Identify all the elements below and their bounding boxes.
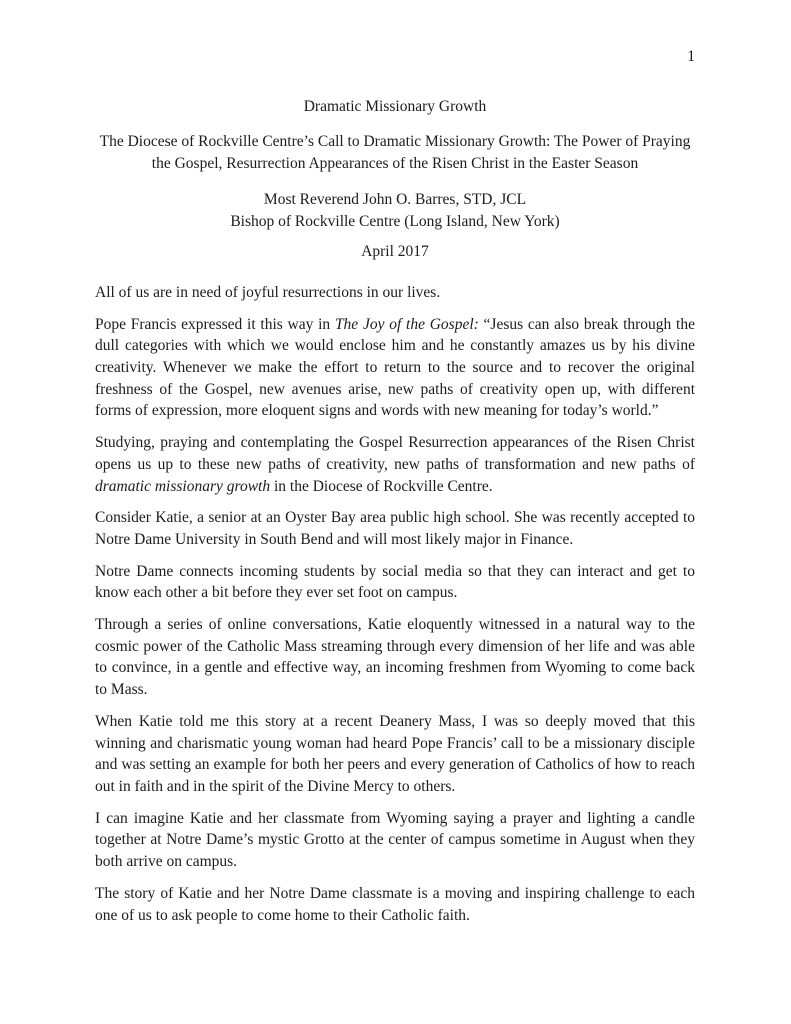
paragraph-8 [95,808,695,873]
text-run: Consider Katie, a senior at an Oyster Bay area public high school. She was recently accepted to Notre Dame University in South Bend and will most likely major in Finance. [95,509,695,548]
text-run: Studying, praying and contemplating the Gospel Resurrection appearances of the Risen Christ opens us up to these new paths of creativity, new paths of transformation and new paths of [95,434,695,473]
paragraph-7 [95,711,695,798]
document-header [95,96,695,263]
paragraph-1 [95,282,695,304]
document-date: April 2017 [361,243,429,261]
author-title: Bishop of Rockville Centre (Long Island, New York) [230,212,560,230]
document-body [95,282,695,926]
paragraph-6 [95,614,695,701]
document-subtitle: The Diocese of Rockville Centre’s Call to Dramatic Missionary Growth: The Power of Praying the Gospel, Resurrection Appearances of the Risen Christ in the Easter Season [99,133,691,173]
text-run: The story of Katie and her Notre Dame classmate is a moving and inspiring challenge to each one of us to ask people to come home to their Catholic faith. [95,884,695,924]
text-run: Pope Francis expressed it this way in [95,315,335,333]
paragraph-4 [95,507,695,550]
italic-text-run: The Joy of the Gospel: [334,315,479,333]
paragraph-9 [95,883,695,926]
text-run: “Jesus can also break through the dull categories with which we would enclose him and he constantly amazes us by his divine creativity. Whenever we make the effort to return to the source and to recover the original freshness of the Gospel, new avenues arise, new paths of creativity open up, with different forms of expression, more eloquent signs and words with new meaning for today’s world.” [95,315,695,420]
text-run: Through a series of online conversations, Katie eloquently witnessed in a natural way to the cosmic power of the Catholic Mass streaming through every dimension of her life and was able to convince, in a gentle and effective way, an incoming freshmen from Wyoming to come back to Mass. [95,616,695,699]
document-title: Dramatic Missionary Growth [303,97,487,115]
paragraph-2 [95,314,695,423]
italic-text-run: dramatic missionary growth [95,477,271,495]
page-number: 1 [687,48,695,65]
text-run: When Katie told me this story at a recent Deanery Mass, I was so deeply moved that this winning and charismatic young woman had heard Pope Francis’ call to be a missionary disciple and was setting an example for both her peers and every generation of Catholics of how to reach out in faith and in the spirit of the Divine Mercy to others. [95,712,695,795]
author-name: Most Reverend John O. Barres, STD, JCL [263,190,527,208]
text-run: All of us are in need of joyful resurrections in our lives. [95,283,441,301]
paragraph-5 [95,561,695,604]
text-run: I can imagine Katie and her classmate from Wyoming saying a prayer and lighting a candle together at Notre Dame’s mystic Grotto at the center of campus sometime in August when they both arrive on campus. [95,809,695,871]
author-block [95,189,695,232]
text-run: Notre Dame connects incoming students by social media so that they can interact and get to know each other a bit before they ever set foot on campus. [95,562,695,602]
paragraph-3 [95,432,695,497]
text-run: in the Diocese of Rockville Centre. [270,477,493,495]
